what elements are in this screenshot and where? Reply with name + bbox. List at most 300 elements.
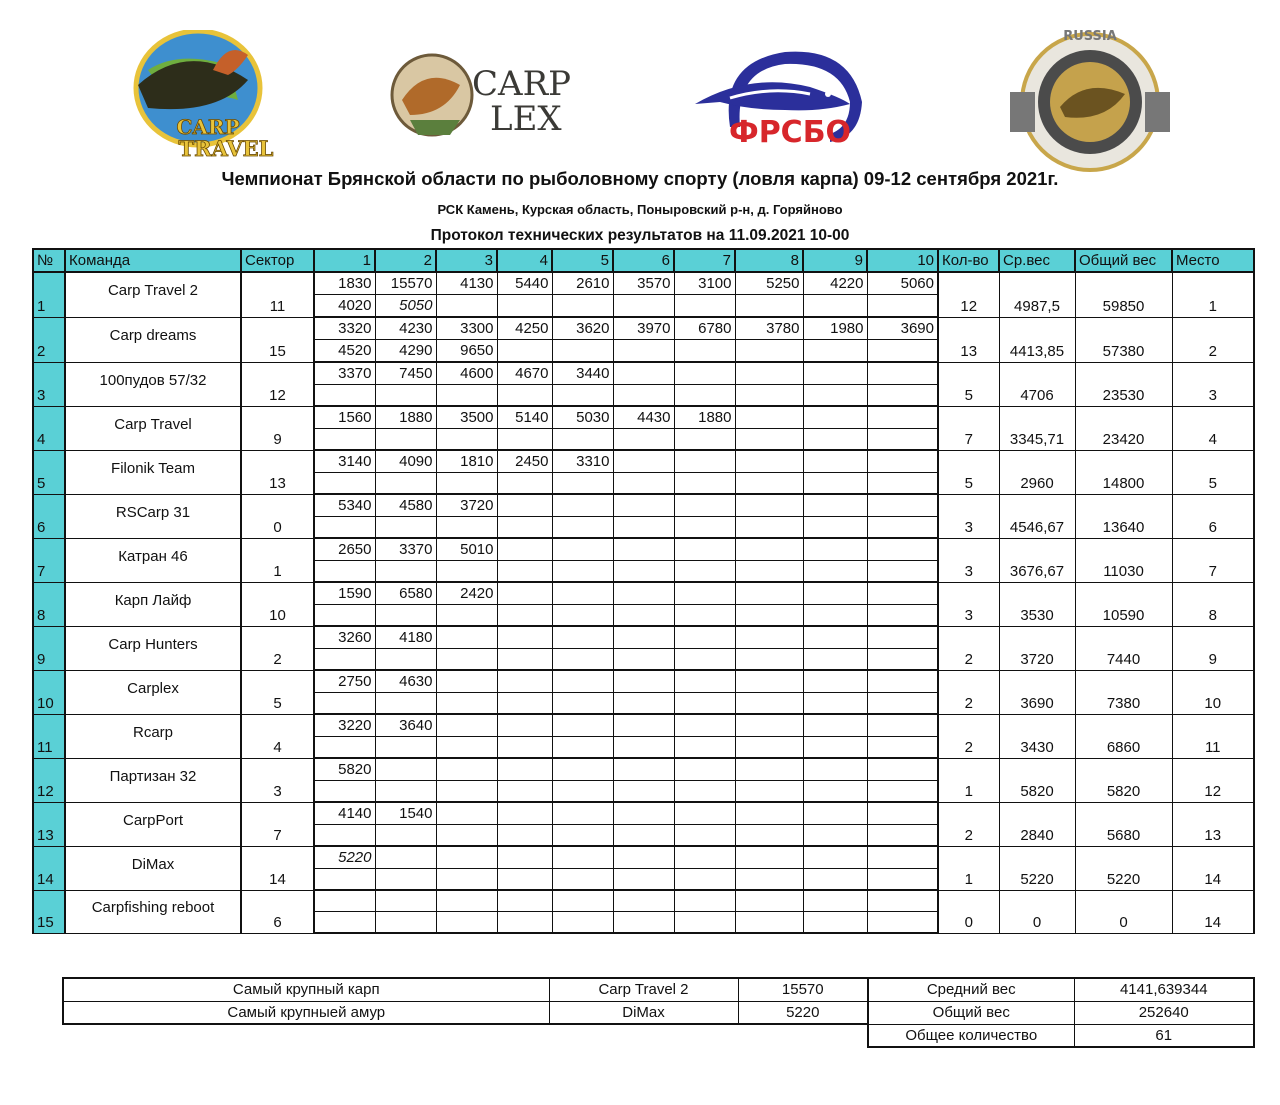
- weight-cell: [552, 429, 613, 451]
- weight-cell: [497, 693, 552, 715]
- weight-cell: [613, 825, 674, 847]
- place-cell: 8: [1172, 582, 1254, 626]
- weight-cell: [497, 649, 552, 671]
- total-count-value: 61: [1074, 1024, 1254, 1047]
- weight-cell: [552, 802, 613, 825]
- column-header: Место: [1172, 249, 1254, 272]
- weight-cell: 1880: [375, 406, 436, 429]
- team-row: [33, 714, 1254, 737]
- weight-cell: 4430: [613, 406, 674, 429]
- weight-cell: [314, 385, 375, 407]
- row-number: 13: [33, 802, 65, 846]
- weight-cell: [552, 737, 613, 759]
- count-cell: 13: [938, 317, 999, 362]
- weight-cell: [735, 890, 803, 912]
- team-row: [33, 758, 1254, 781]
- weight-cell: [803, 429, 867, 451]
- total-weight-cell: 5220: [1075, 846, 1172, 890]
- weight-cell: [735, 912, 803, 934]
- weight-cell: [497, 385, 552, 407]
- weight-cell: [867, 406, 938, 429]
- weight-cell: [613, 385, 674, 407]
- column-header: 7: [674, 249, 735, 272]
- weight-cell: 3690: [867, 317, 938, 340]
- weight-cell: [803, 825, 867, 847]
- weight-cell: [735, 429, 803, 451]
- weight-cell: 1540: [375, 802, 436, 825]
- weight-cell: [436, 517, 497, 539]
- weight-cell: [436, 912, 497, 934]
- weight-cell: 3720: [436, 494, 497, 517]
- weight-cell: [436, 890, 497, 912]
- weight-cell: [375, 737, 436, 759]
- weight-cell: [613, 649, 674, 671]
- weight-cell: 3570: [613, 272, 674, 295]
- team-row: [33, 670, 1254, 693]
- weight-cell: [497, 517, 552, 539]
- weight-cell: [613, 890, 674, 912]
- place-cell: 7: [1172, 538, 1254, 582]
- weight-cell: [552, 385, 613, 407]
- weight-cell: [552, 781, 613, 803]
- weight-cell: [867, 494, 938, 517]
- weight-cell: 3100: [674, 272, 735, 295]
- weight-cell: [735, 340, 803, 363]
- weight-cell: 4290: [375, 340, 436, 363]
- count-cell: 3: [938, 538, 999, 582]
- team-name: Carp dreams: [65, 317, 241, 362]
- weight-cell: [613, 626, 674, 649]
- column-header: 3: [436, 249, 497, 272]
- team-row: [33, 802, 1254, 825]
- carp-travel-logo: [118, 30, 298, 160]
- weight-cell: [497, 869, 552, 891]
- weight-cell: [497, 758, 552, 781]
- weight-cell: [674, 450, 735, 473]
- place-cell: 3: [1172, 362, 1254, 406]
- weight-cell: [552, 561, 613, 583]
- weight-cell: [674, 737, 735, 759]
- location-subtitle: РСК Камень, Курская область, Поныровский р-н, д. Горяйново: [437, 202, 843, 217]
- team-name: Carp Hunters: [65, 626, 241, 670]
- biggest-carp-weight: 15570: [738, 978, 868, 1001]
- sector-number: 2: [241, 626, 314, 670]
- weight-cell: [803, 869, 867, 891]
- weight-cell: [803, 670, 867, 693]
- weight-cell: [613, 561, 674, 583]
- biggest-carp-label: Самый крупный карп: [63, 978, 549, 1001]
- weight-cell: [375, 869, 436, 891]
- avg-weight-cell: 3690: [999, 670, 1075, 714]
- weight-cell: [436, 758, 497, 781]
- column-header: 10: [867, 249, 938, 272]
- weight-cell: [674, 693, 735, 715]
- weight-cell: 3310: [552, 450, 613, 473]
- row-number: 5: [33, 450, 65, 494]
- weight-cell: [674, 869, 735, 891]
- team-row: [33, 272, 1254, 295]
- weight-cell: 5010: [436, 538, 497, 561]
- weight-cell: [735, 758, 803, 781]
- sector-number: 15: [241, 317, 314, 362]
- column-header: 4: [497, 249, 552, 272]
- weight-cell: [552, 693, 613, 715]
- avg-weight-cell: 4987,5: [999, 272, 1075, 317]
- total-weight-cell: 11030: [1075, 538, 1172, 582]
- weight-cell: [735, 561, 803, 583]
- weight-cell: [436, 693, 497, 715]
- weight-cell: [735, 649, 803, 671]
- weight-cell: [436, 825, 497, 847]
- team-row: [33, 362, 1254, 385]
- weight-cell: [375, 517, 436, 539]
- count-cell: 0: [938, 890, 999, 933]
- weight-cell: [613, 473, 674, 495]
- weight-cell: [375, 605, 436, 627]
- place-cell: 14: [1172, 846, 1254, 890]
- weight-cell: 5340: [314, 494, 375, 517]
- weight-cell: [867, 340, 938, 363]
- avg-weight-cell: 5220: [999, 846, 1075, 890]
- team-row: [33, 317, 1254, 340]
- weight-cell: [735, 670, 803, 693]
- weight-cell: [497, 890, 552, 912]
- weight-cell: [867, 802, 938, 825]
- weight-cell: [375, 825, 436, 847]
- weight-cell: [735, 295, 803, 318]
- team-row: [33, 582, 1254, 605]
- weight-cell: 2420: [436, 582, 497, 605]
- weight-cell: [803, 340, 867, 363]
- weight-cell: [613, 869, 674, 891]
- weight-cell: [613, 429, 674, 451]
- weight-cell: [552, 869, 613, 891]
- weight-cell: 4580: [375, 494, 436, 517]
- total-weight-cell: 5680: [1075, 802, 1172, 846]
- team-name: Карп Лайф: [65, 582, 241, 626]
- weight-cell: [674, 362, 735, 385]
- weight-cell: 1560: [314, 406, 375, 429]
- summary-table: [62, 977, 1255, 1048]
- weight-cell: 3370: [375, 538, 436, 561]
- weight-cell: [674, 561, 735, 583]
- weight-cell: [552, 825, 613, 847]
- weight-cell: 1880: [674, 406, 735, 429]
- team-name: Rcarp: [65, 714, 241, 758]
- team-row: [33, 450, 1254, 473]
- weight-cell: 3620: [552, 317, 613, 340]
- weight-cell: [436, 473, 497, 495]
- svg-text:LEX: LEX: [490, 99, 562, 139]
- weight-cell: 7450: [375, 362, 436, 385]
- weight-cell: [735, 737, 803, 759]
- team-name: Carpfishing reboot: [65, 890, 241, 933]
- row-number: 8: [33, 582, 65, 626]
- weight-cell: [867, 517, 938, 539]
- weight-cell: [674, 670, 735, 693]
- weight-cell: [497, 802, 552, 825]
- weight-cell: [613, 912, 674, 934]
- total-weight-cell: 7440: [1075, 626, 1172, 670]
- weight-cell: [436, 714, 497, 737]
- weight-cell: [867, 869, 938, 891]
- weight-cell: [803, 912, 867, 934]
- weight-cell: [375, 693, 436, 715]
- total-weight-cell: 5820: [1075, 758, 1172, 802]
- weight-cell: [375, 385, 436, 407]
- count-cell: 5: [938, 450, 999, 494]
- logos-bar: [0, 20, 1280, 170]
- weight-cell: [497, 626, 552, 649]
- weight-cell: [436, 385, 497, 407]
- weight-cell: [375, 561, 436, 583]
- team-name: Carplex: [65, 670, 241, 714]
- column-header: Ср.вес: [999, 249, 1075, 272]
- weight-cell: [552, 714, 613, 737]
- weight-cell: 5140: [497, 406, 552, 429]
- weight-cell: [436, 295, 497, 318]
- weight-cell: 3300: [436, 317, 497, 340]
- weight-cell: [314, 912, 375, 934]
- avg-weight-cell: 2960: [999, 450, 1075, 494]
- count-cell: 2: [938, 802, 999, 846]
- weight-cell: 4220: [803, 272, 867, 295]
- weight-cell: [867, 429, 938, 451]
- weight-cell: [867, 846, 938, 869]
- place-cell: 13: [1172, 802, 1254, 846]
- count-cell: 2: [938, 714, 999, 758]
- place-cell: 10: [1172, 670, 1254, 714]
- total-weight-cell: 23530: [1075, 362, 1172, 406]
- weight-cell: [314, 737, 375, 759]
- total-weight-cell: 6860: [1075, 714, 1172, 758]
- weight-cell: [314, 825, 375, 847]
- weight-cell: [867, 670, 938, 693]
- biggest-amur-team: DiMax: [549, 1001, 738, 1024]
- weight-cell: [497, 561, 552, 583]
- weight-cell: 1590: [314, 582, 375, 605]
- column-header: 5: [552, 249, 613, 272]
- weight-cell: [375, 781, 436, 803]
- weight-cell: [436, 802, 497, 825]
- weight-cell: [613, 846, 674, 869]
- weight-cell: [674, 626, 735, 649]
- weight-cell: [803, 626, 867, 649]
- weight-cell: [867, 362, 938, 385]
- count-cell: 2: [938, 626, 999, 670]
- frsbo-logo: [690, 42, 880, 152]
- weight-cell: [674, 340, 735, 363]
- weight-cell: [552, 626, 613, 649]
- row-number: 1: [33, 272, 65, 317]
- weight-cell: [497, 670, 552, 693]
- weight-cell: [674, 649, 735, 671]
- place-cell: 6: [1172, 494, 1254, 538]
- weight-cell: [867, 605, 938, 627]
- weight-cell: [613, 670, 674, 693]
- avg-weight-cell: 4413,85: [999, 317, 1075, 362]
- weight-cell: [867, 450, 938, 473]
- weight-cell: [314, 890, 375, 912]
- weight-cell: [552, 890, 613, 912]
- weight-cell: [375, 758, 436, 781]
- avg-weight-label: Средний вес: [868, 978, 1074, 1001]
- count-cell: 1: [938, 758, 999, 802]
- avg-weight-cell: 3530: [999, 582, 1075, 626]
- weight-cell: [375, 473, 436, 495]
- weight-cell: 4670: [497, 362, 552, 385]
- team-row: [33, 406, 1254, 429]
- weight-cell: [497, 582, 552, 605]
- weight-cell: [314, 473, 375, 495]
- weight-cell: [803, 605, 867, 627]
- sector-number: 6: [241, 890, 314, 933]
- header-row: [33, 249, 1254, 272]
- weight-cell: [613, 340, 674, 363]
- weight-cell: [613, 781, 674, 803]
- weight-cell: 2650: [314, 538, 375, 561]
- weight-cell: [674, 825, 735, 847]
- weight-cell: [867, 693, 938, 715]
- total-weight-cell: 10590: [1075, 582, 1172, 626]
- weight-cell: 1830: [314, 272, 375, 295]
- weight-cell: [552, 517, 613, 539]
- weight-cell: 5050: [375, 295, 436, 318]
- results-table: [32, 248, 1255, 934]
- team-row: [33, 846, 1254, 869]
- sector-number: 14: [241, 846, 314, 890]
- weight-cell: [613, 450, 674, 473]
- weight-cell: [613, 693, 674, 715]
- weight-cell: [735, 825, 803, 847]
- weight-cell: [674, 846, 735, 869]
- biggest-amur-label: Самый крупныей амур: [63, 1001, 549, 1024]
- weight-cell: [552, 846, 613, 869]
- weight-cell: 5220: [314, 846, 375, 869]
- weight-cell: [613, 362, 674, 385]
- weight-cell: [735, 450, 803, 473]
- weight-cell: [674, 605, 735, 627]
- weight-cell: 2450: [497, 450, 552, 473]
- weight-cell: [803, 538, 867, 561]
- place-cell: 5: [1172, 450, 1254, 494]
- weight-cell: 1980: [803, 317, 867, 340]
- row-number: 2: [33, 317, 65, 362]
- total-weight-cell: 23420: [1075, 406, 1172, 450]
- total-count-label: Общее количество: [868, 1024, 1074, 1047]
- weight-cell: 4130: [436, 272, 497, 295]
- weight-cell: [735, 626, 803, 649]
- weight-cell: [803, 582, 867, 605]
- weight-cell: 4230: [375, 317, 436, 340]
- weight-cell: [674, 781, 735, 803]
- weight-cell: [735, 406, 803, 429]
- weight-cell: [497, 538, 552, 561]
- weight-cell: 3500: [436, 406, 497, 429]
- weight-cell: 4020: [314, 295, 375, 318]
- weight-cell: [314, 649, 375, 671]
- sector-number: 5: [241, 670, 314, 714]
- weight-cell: 4250: [497, 317, 552, 340]
- weight-cell: [674, 494, 735, 517]
- row-number: 11: [33, 714, 65, 758]
- avg-weight-cell: 3345,71: [999, 406, 1075, 450]
- weight-cell: 5060: [867, 272, 938, 295]
- weight-cell: [867, 538, 938, 561]
- sector-number: 11: [241, 272, 314, 317]
- sector-number: 7: [241, 802, 314, 846]
- weight-cell: 3970: [613, 317, 674, 340]
- weight-cell: [803, 450, 867, 473]
- weight-cell: [735, 473, 803, 495]
- weight-cell: [613, 295, 674, 318]
- weight-cell: [613, 582, 674, 605]
- total-weight-cell: 57380: [1075, 317, 1172, 362]
- weight-cell: [314, 517, 375, 539]
- row-number: 14: [33, 846, 65, 890]
- weight-cell: [803, 649, 867, 671]
- weight-cell: [674, 473, 735, 495]
- weight-cell: [674, 517, 735, 539]
- team-row: [33, 538, 1254, 561]
- weight-cell: [375, 912, 436, 934]
- row-number: 3: [33, 362, 65, 406]
- weight-cell: [436, 781, 497, 803]
- place-cell: 9: [1172, 626, 1254, 670]
- svg-text:ФРСБО: ФРСБО: [728, 115, 852, 150]
- team-name: CarpPort: [65, 802, 241, 846]
- place-cell: 14: [1172, 890, 1254, 933]
- row-number: 6: [33, 494, 65, 538]
- weight-cell: [552, 538, 613, 561]
- team-row: [33, 890, 1254, 912]
- weight-cell: [735, 714, 803, 737]
- team-name: Катран 46: [65, 538, 241, 582]
- weight-cell: [436, 670, 497, 693]
- column-header: 9: [803, 249, 867, 272]
- weight-cell: [867, 825, 938, 847]
- weight-cell: [436, 626, 497, 649]
- place-cell: 12: [1172, 758, 1254, 802]
- avg-weight-cell: 2840: [999, 802, 1075, 846]
- weight-cell: [436, 561, 497, 583]
- weight-cell: [803, 714, 867, 737]
- results-body: [33, 272, 1254, 933]
- weight-cell: [436, 869, 497, 891]
- weight-cell: [375, 429, 436, 451]
- weight-cell: [613, 714, 674, 737]
- weight-cell: [735, 781, 803, 803]
- avg-weight-cell: 5820: [999, 758, 1075, 802]
- weight-cell: 3320: [314, 317, 375, 340]
- weight-cell: [735, 582, 803, 605]
- total-weight-value: 252640: [1074, 1001, 1254, 1024]
- weight-cell: 5030: [552, 406, 613, 429]
- weight-cell: [497, 825, 552, 847]
- avg-weight-cell: 0: [999, 890, 1075, 933]
- weight-cell: [436, 737, 497, 759]
- team-name: 100пудов 57/32: [65, 362, 241, 406]
- count-cell: 7: [938, 406, 999, 450]
- weight-cell: [436, 605, 497, 627]
- weight-cell: [613, 758, 674, 781]
- weight-cell: [674, 582, 735, 605]
- weight-cell: [314, 605, 375, 627]
- weight-cell: [497, 605, 552, 627]
- weight-cell: [674, 758, 735, 781]
- row-number: 10: [33, 670, 65, 714]
- count-cell: 1: [938, 846, 999, 890]
